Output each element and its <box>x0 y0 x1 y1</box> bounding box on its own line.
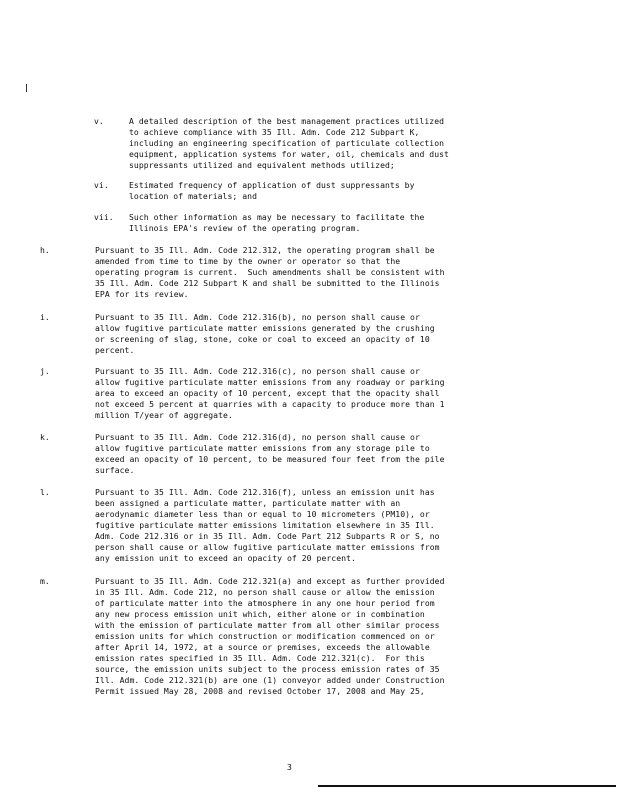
item-text: A detailed description of the best management practices utilized to achieve compliance with 35 Ill. Adm. Code 212 Subpart K, including an engineering specification of particulate collection equipment, application systems for water, oil, chemicals and dust suppressants utilized and equivalent methods utilized; <box>129 116 449 170</box>
item-text: Pursuant to 35 Ill. Adm. Code 212.316(f), unless an emission unit has been assigned a particulate matter, particulate matter with an aerodynamic diameter less than or equal to 10 micrometers (PM10), or fugitive particulate matter emissions limitation elsewhere in 35 Ill. Adm. Code 212.316 or in 35 Ill. Adm. Code Part 212 Subparts R or S, no person shall cause or allow fugitive particulate matter emissions from any emission unit to exceed an opacity of 20 percent. <box>95 487 440 563</box>
item-marker: vii. <box>94 212 114 222</box>
item-marker: j. <box>40 366 50 376</box>
item-text: Estimated frequency of application of dust suppressants by location of materials; and <box>129 180 415 201</box>
item-text: Such other information as may be necessary to facilitate the Illinois EPA's review of the operating program. <box>129 212 425 233</box>
item-marker: m. <box>40 576 50 586</box>
item-text: Pursuant to 35 Ill. Adm. Code 212.316(b), no person shall cause or allow fugitive particulate matter emissions generated by the crushing or screening of slag, stone, coke or coal to exceed an opacity of 10 percent. <box>95 312 435 355</box>
item-marker: k. <box>40 432 50 442</box>
item-marker: v. <box>94 116 104 126</box>
item-text: Pursuant to 35 Ill. Adm. Code 212.312, the operating program shall be amended from time to time by the owner or operator so that the operating program is current. Such amendments shall be consistent with 35 Ill. Adm. Code 212 Subpart K and shall be submitted to the Illinois EPA for its review. <box>95 245 445 299</box>
item-marker: h. <box>40 245 50 255</box>
item-text: Pursuant to 35 Ill. Adm. Code 212.316(c), no person shall cause or allow fugitive particulate matter emissions from any roadway or parking area to exceed an opacity of 10 percent, except that the opacity shall not exceed 5 percent at quarries with a capacity to produce more than 1 million T/year of aggregate. <box>95 366 445 420</box>
item-text: Pursuant to 35 Ill. Adm. Code 212.321(a) and except as further provided in 35 Ill. Adm. Code 212, no person shall cause or allow the emission of particulate matter into the atmosphere in any one hour period from any new process emission unit which, either alone or in combination with the emission of particulate matter from all other similar process emission units for which construction or modification commenced on or after April 14, 1972, at a source or premises, exceeds the allowable emission rates specified in 35 Ill. Adm. Code 212.321(c). For this source, the emission units subject to the process emission rates of 35 Ill. Adm. Code 212.321(b) are one (1) conveyor added under Construction Permit issued May 28, 2008 and revised October 17, 2008 and May 25, <box>95 576 445 696</box>
item-marker: vi. <box>94 180 109 190</box>
item-marker: l. <box>40 487 50 497</box>
page-number: 3 <box>287 762 292 772</box>
item-text: Pursuant to 35 Ill. Adm. Code 212.316(d), no person shall cause or allow fugitive particulate matter emissions from any storage pile to exceed an opacity of 10 percent, to be measured four feet from the pile surface. <box>95 432 445 475</box>
footer-rule <box>318 785 616 787</box>
margin-mark <box>26 84 27 92</box>
item-marker: i. <box>40 312 50 322</box>
